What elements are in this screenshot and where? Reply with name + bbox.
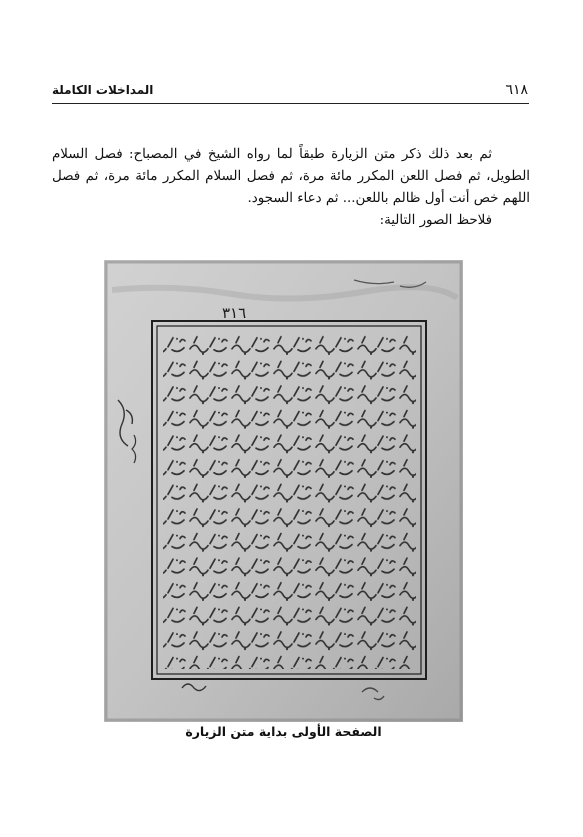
figure-caption: الصفحة الأولى بداية متن الزيارة [185, 724, 382, 739]
header-divider [52, 103, 529, 104]
body-paragraph: ثم بعد ذلك ذكر متن الزيارة طبقاً لما رواه الشيخ في المصباح: فصل السلام الطويل، ثم فصل اللعن المكرر مائة مرة، ثم فصل السلام المكرر مائة مرة، ثم فصل اللهم خص أنت أول ظالم باللعن... ثم دعاء السجود. [52, 147, 530, 206]
manuscript-folio-number: ٣١٦ [222, 304, 247, 322]
body-text [52, 144, 530, 232]
figure-lead-in: فلاحظ الصور التالية: [379, 213, 492, 228]
running-header [52, 82, 528, 102]
manuscript-page-image [104, 260, 463, 722]
page-number: ٦١٨ [505, 82, 528, 98]
manuscript-photo [104, 260, 463, 722]
running-title: المداخلات الكاملة [52, 83, 154, 97]
